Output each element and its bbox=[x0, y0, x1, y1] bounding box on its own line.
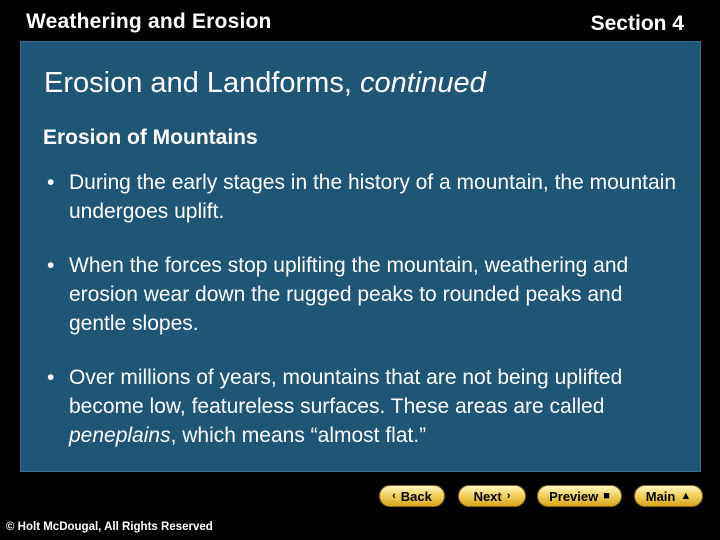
bullet-text-after: , which means “almost flat.” bbox=[170, 424, 427, 447]
home-icon: ▲ bbox=[680, 489, 692, 502]
bullet-item bbox=[43, 251, 683, 338]
slide-heading-continued: continued bbox=[359, 67, 486, 99]
chapter-title: Weathering and Erosion bbox=[26, 10, 272, 33]
bullet-dot-icon: • bbox=[47, 171, 55, 194]
bullet-term: peneplains bbox=[69, 424, 171, 447]
next-button-label: Next bbox=[473, 488, 502, 504]
bullet-item bbox=[43, 363, 683, 450]
square-icon: ■ bbox=[603, 489, 610, 502]
preview-button-label: Preview bbox=[549, 488, 599, 504]
back-button-label: Back bbox=[400, 488, 432, 504]
next-button[interactable] bbox=[458, 485, 526, 507]
main-button[interactable] bbox=[634, 485, 703, 507]
main-button-label: Main bbox=[645, 488, 676, 504]
copyright-notice: © Holt McDougal, All Rights Reserved bbox=[6, 521, 213, 533]
bullet-text-before: Over millions of years, mountains that are not being uplifted become low, featureless surfaces. These areas are called bbox=[69, 366, 623, 418]
back-button[interactable] bbox=[379, 485, 445, 507]
bullet-dot-icon: • bbox=[47, 366, 55, 389]
bullet-list bbox=[43, 168, 683, 475]
bullet-item bbox=[43, 168, 683, 226]
section-label: Section 4 bbox=[590, 12, 684, 35]
chevron-left-icon: ‹ bbox=[392, 489, 396, 502]
slide-heading-main: Erosion and Landforms, bbox=[44, 67, 352, 99]
subheading: Erosion of Mountains bbox=[43, 126, 258, 149]
slide-heading bbox=[44, 67, 486, 100]
bullet-text: During the early stages in the history of a mountain, the mountain undergoes uplift. bbox=[69, 171, 677, 223]
chevron-right-icon: › bbox=[506, 489, 511, 502]
content-panel bbox=[20, 41, 701, 472]
preview-button[interactable] bbox=[537, 485, 622, 507]
bullet-dot-icon: • bbox=[47, 254, 55, 277]
bullet-text: When the forces stop uplifting the mountain, weathering and erosion wear down the rugged peaks to rounded peaks and gentle slopes. bbox=[69, 254, 629, 335]
